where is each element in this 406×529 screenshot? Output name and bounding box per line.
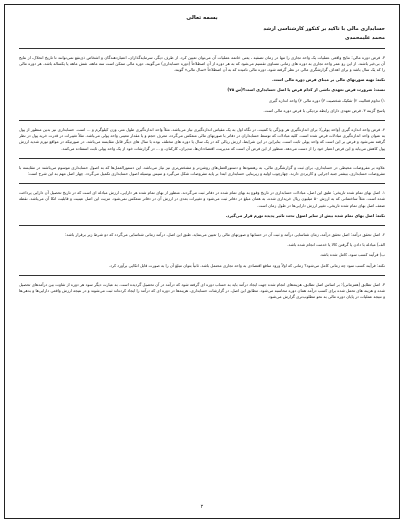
bismillah-heading: بسمه تعالی [186,15,218,21]
paragraph: ۳. اصل تطابق (همزمانی): بر اساس اصل تطابق، هزینه‌های انجام شده جهت ایجاد درآمد باید به حساب دوره ای گرفته شود که درآمد در آن تحصیل گردیده است. به عبارت دیگر سود هر دوره از تفاوت بین درآمدهای تحصیل شده و هزینه های تحمل شده برای کسب درآمد همان دوره محاسبه می‌شود. مطابق این اصل، در گزارشات حسابداری، هزینه‌ها در دوره ای که درآمد را ایجاد کرده‌اند ثبت می‌شوند و در نتیجه ارزش واقعی دارایی‌ها و بدهی‌ها و نتیجه عملیات در پایان دوره مالی به نحو مطلوب‌تری گزارش می‌شود. [19,281,385,300]
test-answer: پاسخ گزینه ۳. فرض تعهدی دارای رابطه نزدیکی با فرض دوره مالی است. [263,107,385,113]
paragraph: ۳. فرض دوره مالی: نتایج واقعی عملیات یک واحد تجاری را تنها در زمان تصفیه ، یعنی خاتمه عملیات آن می‌توان تعیین کرد. از طرف دیگر، سرمایه‌گذاران، اعتباردهندگان و اشخاص ذی‌نفع نمی‌توانند تا تاریخ انحلال، از نتایج آن بی‌خبر باشند. از این رو عمر واحد تجاری به دوره های زمانی مساوی تقسیم می‌شود که به هر دوره از آن اصطلاحاً (دوره حسابداری) می‌گویند. دوره مالی ممکن است سه ماهه، شش ماهه یا یکساله باشد. هر دوره مالی را که یک سال باشد و برای اهداف گزارشگری مالی در نظر گرفته شود، دوره مالی نامیده که به آن اصطلاحاً «سال مالی» گویند. [19,54,385,73]
document-title: حسابداری مالی با تاکید بر کنکور کارشناسی ارشد [263,26,385,33]
section-historical-cost [19,183,385,219]
page-frame [4,4,400,519]
section-principles-intro [19,158,385,177]
list-item: الف) مبادله با دادن یا گرفتن کالا یا خدمت انجام شده باشد. [287,242,385,248]
note: نکته: فرآیند کسب سود چه زمانی کامل می‌شود؟ زمانی که اولاً ورود منافع اقتصادی به واحد تجاری محتمل باشد. ثانیاً بتوان مبلغ آن را به صورت قابل اتکایی برآورد کرد. [108,262,385,268]
note: نکته: تهیه صورتهای مالی بر مبنای فرض دوره مالی است. [272,77,385,83]
paragraph: علاوه بر مفروضات محیطی در حسابداری، برای ثبت و گزارشگری مالی، به رهنمودها و دستورالعمل‌های روشن‌تر و مشخص‌تری نیز نیاز می‌باشد. این دستورالعمل‌ها که به اصول حسابداری موسوم می‌باشند در مقایسه با مفروضات حسابداری، بیشتر جنبه اجرایی و کاربردی دارند. چهارچوب اولیه و زیربنایی حسابداری ابتدا بر پایه مفروضات شکل می‌گیرد و سپس بوسیله اصول حسابداری تکمیل می‌گردد. چهار اصل مهم به این شرح است: [19,164,385,177]
section-matching [19,275,385,301]
paragraph: ۴. فرض واحد اندازه گیری (واحد پولی): برای اندازه‌گیری هر ویژگی یا کمیت، در نگاه اول به یک مقیاس اندازه‌گیری نیاز می‌باشد. مثلاً واحد اندازه‌گیری طول متر، وزن کیلوگرم و ... است. حسابداری نیز بدین منظور از پول به عنوان واحد اندازه‌گیری مبادلات فرض شده است. کلیه مبادلات که توسط حسابداران در دفاتر با صورتهای مالی منعکس می‌گردد، معرف حجم و یا مقدار معینی واحد پولی می‌باشد. مثلاً تغییرات در قدرت خرید پول در نظر گرفته نمی‌شود و فرض بر این است که واحد پولی ثابت است. بنابراین در این شرایط، ارزش ریالی که در یک سال یا دوره های مختلف بوده با سال های دیگر قابل مقایسه می‌باشد. در صورتیکه در مواقع تورم شدید ارزش پول کاهش می‌یابد و این فرض اعتبار خود را از دست می‌دهد. منظور از این فرض آن است که مدیریت، اقتصاددان‌ها، مدیران، کارکنان، و ... در گزارشات خود از یک واحد پولی ثابت استفاده می‌کنند. [19,127,385,151]
section-fiscal-period [19,48,385,114]
paragraph: ۱. اصل بهای تمام شده تاریخی: طبق این اصل، مبادلات حسابداری در تاریخ وقوع به بهای تمام شده در دفاتر ثبت می‌گردند. منظور از بهای تمام شده هر دارایی، ارزش مبادله ای است که در تاریخ تحصیل آن دارایی پرداخت شده است. مثلاً ساختمانی که به ارزش ۵۰ میلیون ریال خریداری شده، به همان مبلغ در دفاتر ثبت می‌شود و تغییرات بعدی در ارزش آن در دفاتر منعکس نمی‌شود. مزیت این اصل عینیت و قابلیت اتکا آن می‌باشد. نقطه ضعف اصل بهای تمام شده تاریخی، تغییر ارزش دارایی‌ها در طول زمان است. [19,190,385,208]
section-revenue-recognition [19,225,385,269]
note: نکته: اصل بهای تمام شده بیش از سایر اصول تحت تاثیر پدیده تورم قرار می‌گیرد. [225,212,385,218]
page-number: ۲ [200,504,204,510]
test-options: ۱) تداوم فعالیت ۲) تفکیک شخصیت ۳) دوره مالی ۴) واحد اندازه گیری [268,97,385,103]
author-name: محمد علیمحمدی [345,35,385,42]
list-item: ب) فرآیند کسب سود، کامل شده باشد. [319,252,385,258]
document-body [19,15,385,498]
section-monetary-unit [19,120,385,152]
paragraph: ۲. اصل تحقق درآمد: اصل تحقق درآمد، زمان شناسایی درآمد و ثبت آن در حسابها و صورتهای مالی را تعیین می‌نماید. طبق این اصل، درآمد زمانی شناسایی می‌گردد که دو شرط زیر برقرار باشد: [65,232,385,238]
test-question: تست: ضرورت فرض تعهدی ناشی از کدام فرض یا اصل حسابداری است؟(س ۷۵) [227,87,385,93]
